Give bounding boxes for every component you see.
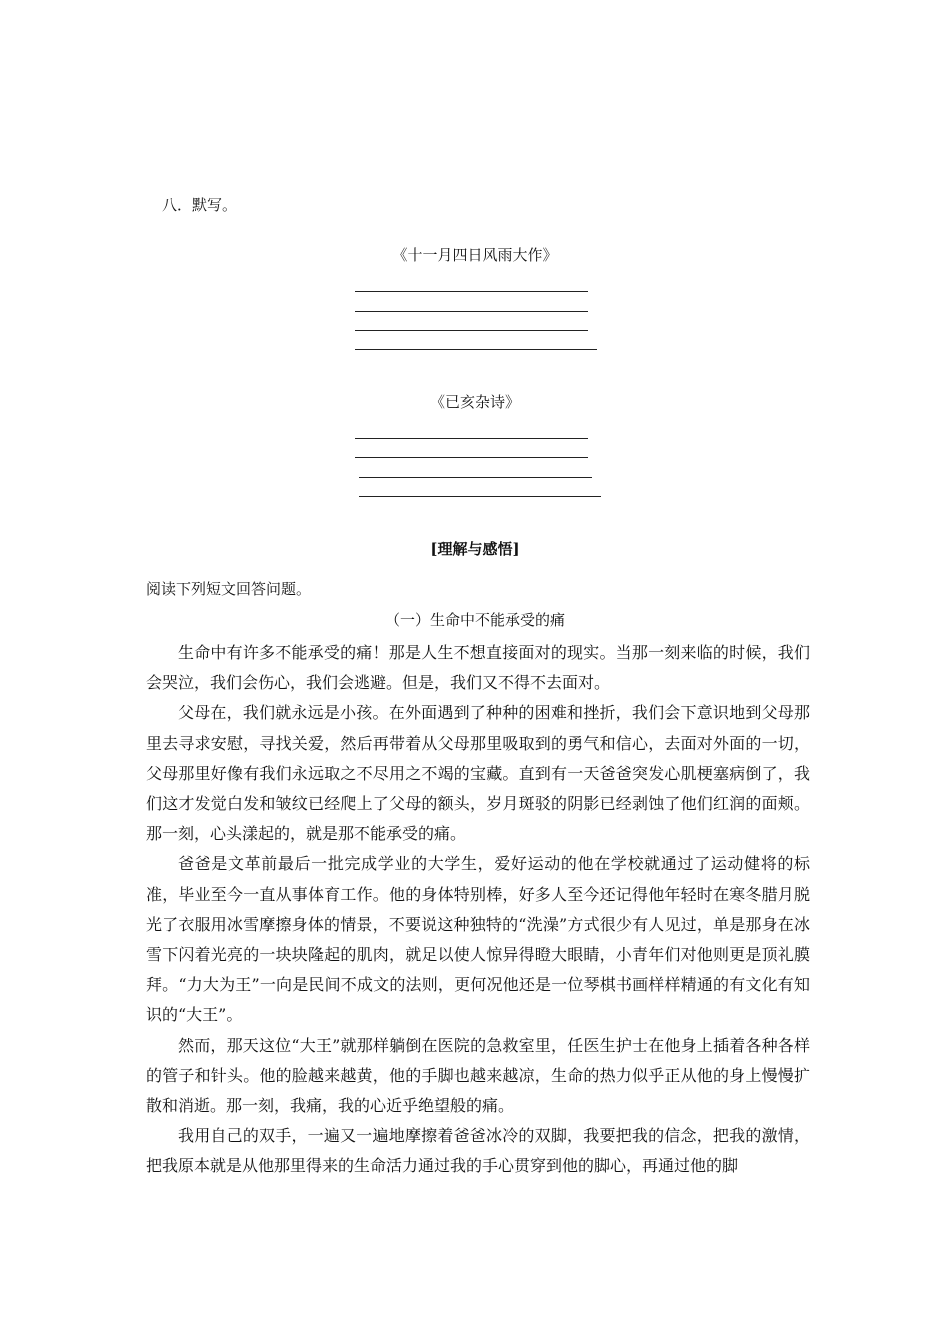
answer-line[interactable]: [355, 291, 588, 292]
paragraph: 生命中有许多不能承受的痛！那是人生不想直接面对的现实。当那一刻来临的时候，我们会哭泣，我们会伤心，我们会逃避。但是，我们又不得不去面对。: [146, 643, 810, 693]
paragraph: 爸爸是文革前最后一批完成学业的大学生，爱好运动的他在学校就通过了运动健将的标准，毕业至今一直从事体育工作。他的身体特别棒，好多人至今还记得他年轻时在寒冬腊月脱光了衣服用冰雪摩擦身体的情景，不要说这种独特的“洗澡”方式很少有人见过，单是那身在冰雪下闪着光亮的一块块隆起的肌肉，就足以使人惊异得瞪大眼睛，小青年们对他则更是顶礼膜拜。“力大为王”一向是民间不成文的法则，更何况他还是一位琴棋书画样样精通的有文化有知识的“大王”。: [146, 854, 810, 1025]
answer-line[interactable]: [355, 330, 588, 331]
passage: [146, 638, 810, 1182]
passage-title: （一）生命中不能承受的痛: [384, 611, 565, 629]
section-heading: [理解与感悟]: [430, 540, 520, 558]
answer-line[interactable]: [355, 457, 588, 458]
poem1-title: 《十一月四日风雨大作》: [392, 246, 558, 264]
section-title: 八．默写。: [162, 196, 238, 214]
paragraph: 父母在，我们就永远是小孩。在外面遇到了种种的困难和挫折，我们会下意识地到父母那里去寻求安慰，寻找关爱，然后再带着从父母那里吸取到的勇气和信心，去面对外面的一切，父母那里好像有我们永远取之不尽用之不竭的宝藏。直到有一天爸爸突发心肌梗塞病倒了，我们这才发觉白发和皱纹已经爬上了父母的额头，岁月斑驳的阴影已经剥蚀了他们红润的面颊。那一刻，心头漾起的，就是那不能承受的痛。: [146, 703, 810, 844]
answer-line[interactable]: [355, 311, 588, 312]
answer-line[interactable]: [355, 438, 588, 439]
answer-line[interactable]: [359, 496, 601, 497]
answer-line[interactable]: [359, 477, 592, 478]
paragraph: 然而，那天这位“大王”就那样躺倒在医院的急救室里，任医生护士在他身上插着各种各样的管子和针头。他的脸越来越黄，他的手脚也越来越凉，生命的热力似乎正从他的身上慢慢扩散和消逝。那一刻，我痛，我的心近乎绝望般的痛。: [146, 1035, 810, 1116]
poem2-title: 《已亥杂诗》: [429, 393, 520, 411]
paragraph: 我用自己的双手，一遍又一遍地摩擦着爸爸冰冷的双脚，我要把我的信念，把我的激情，把我原本就是从他那里得来的生命活力通过我的手心贯穿到他的脚心，再通过他的脚: [146, 1126, 810, 1176]
answer-line[interactable]: [355, 349, 597, 350]
instruction: 阅读下列短文回答问题。: [146, 580, 312, 598]
